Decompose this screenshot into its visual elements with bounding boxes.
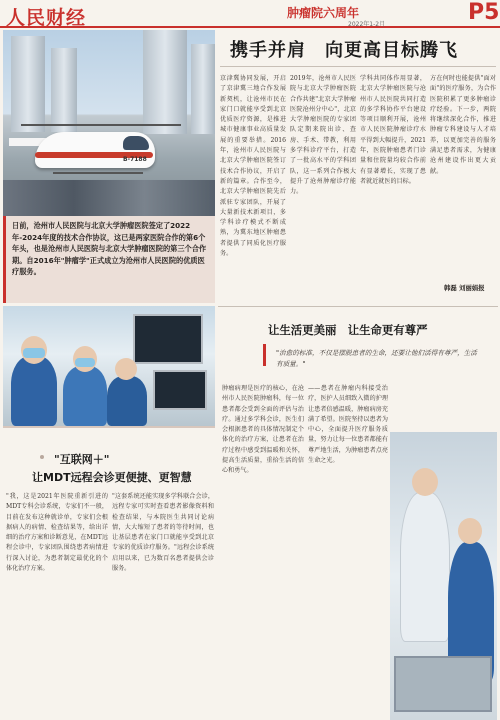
section-divider xyxy=(3,426,215,428)
article-quote: "治愈的标准，不仅是摆脱患者的生命，还要让他们活得有尊严，生活有质量。" xyxy=(276,349,477,368)
newspaper-logo: 人民财经 xyxy=(6,7,87,29)
masthead xyxy=(0,0,500,28)
bottom-left-col-1: "我，这是2021年医院重新引进的MDT专科会诊系统，专家们不一般，目前在发布这种就诊单，专家们会根据病人的病情、检查结果等，给出详细的治疗方案和诊断意见，在MDT远程会诊中，专家团队围绕患者病情进行深入讨论，为患者制定最优化的个体化治疗方案。 xyxy=(6,493,108,573)
photo-caption-box xyxy=(3,216,215,303)
photo-caption: 日前，沧州市人民医院与北京大学肿瘤医院签定了2022年-2024年度的技术合作协议，这已是两家医院合作的第6个年头，也是沧州市人民医院与北京大学肿瘤医院的第三个合作期。自2016年"肿瘤学"正式成立为沧州市人民医院的优质医疗服务。 xyxy=(12,221,207,277)
quote-accent-bar xyxy=(263,344,266,366)
decorative-dot xyxy=(40,455,44,459)
bottom-left-col-2: "这套系统还能实现多学科联合会诊，远程专家可实时查看患者影像资料和检查结果，与本院医生共同讨论病情，大大缩短了患者的等待时间，也让基层患者在家门口就能享受到北京专家的优质诊疗服务。"远程会诊系统启用以来，已为数百名患者提供会诊服务。 xyxy=(112,493,214,573)
subtitle-mdt: 让MDT远程会诊更便捷、更智慧 xyxy=(32,471,192,484)
headline-divider xyxy=(220,66,496,67)
issue-title: 肿瘤院六周年 xyxy=(287,6,360,20)
lab-photo xyxy=(390,432,497,720)
right-article-col-2: ——患者在肿瘤内科接受治疗，医护人员细致入微的护理让患者倍感温暖，肿瘤病房充满了希望。医院坚持以患者为中心，全面提升医疗服务质量，努力让每一位患者都能有尊严地生活，为肿瘤患者点亮生命之光。 xyxy=(308,385,388,465)
top-article-col-1: 京津冀协同发展，开启了京津冀三地合作发展新契机，让沧州市民在家门口就能享受到北京优质医疗资源，是推进城市健康事业高质量发展的重要举措。2016年，沧州市人民医院与北京大学肿瘤医院签订技术合作协议，开启了新的篇章。合作至今，北京大学肿瘤医院先后派驻专家团队，开展了大量新技术新项目，多学科诊疗模式不断成熟，为冀东地区肿瘤患者提供了同质化医疗服务。 xyxy=(220,75,286,258)
top-article-col-2: 2019年，沧州市人民医院与北京大学肿瘤医院合作共建"北京大学肿瘤医院沧州分中心"，北京大学肿瘤医院的专家团队定期来院出诊、查房、手术、带教，利用多学科诊疗平台，打造了一批高水平的学科团队，这一系列合作极大提升了沧州肿瘤诊疗能力。 xyxy=(290,75,356,196)
helicopter-photo xyxy=(3,30,215,216)
ward-photo xyxy=(3,306,215,426)
page-number: P5 xyxy=(468,0,500,25)
headline: 携手并肩 向更高目标腾飞 xyxy=(230,40,458,61)
top-article-byline: 韩磊 刘丽娟报 xyxy=(444,284,485,292)
top-article-col-4: 方在何时也能提供"面对面"的医疗服务，为合作医院积累了更多肿瘤诊疗经验。下一步，两院将继续深化合作，推进肿瘤专科建设与人才培养，以更加完善的服务满足患者需求，为健康沧州建设作出更大贡献。 xyxy=(430,75,496,175)
article-title-dignity: 让生活更美丽 让生命更有尊严 xyxy=(268,323,428,337)
helicopter-registration: B-7188 xyxy=(123,156,147,163)
right-article-col-1: 肿瘤病理是医疗的核心，在沧州市人民医院肿瘤科，每一位患者都会受到全面的评估与治疗。通过多学科会诊，医生们会根据患者的具体情况制定个体化的治疗方案，让患者在治疗过程中感受到温暖和关怀，提高生活质量，重拾生活的信心和勇气。 xyxy=(222,385,304,475)
subtitle-internet-plus: "互联网＋" xyxy=(54,453,110,466)
top-article-col-3: 学科共同体作用显著，北京大学肿瘤医院与沧州市人民医院共同打造的多学科协作平台建设等项目顺利开展，沧州市人民医院肿瘤诊疗水平得到大幅提升，2021年，医院肿瘤患者门诊量和住院量均较合作前有显著增长，实现了患者就近就医的目标。 xyxy=(360,75,426,185)
issue-date: 2022年1-2月 xyxy=(348,21,386,28)
